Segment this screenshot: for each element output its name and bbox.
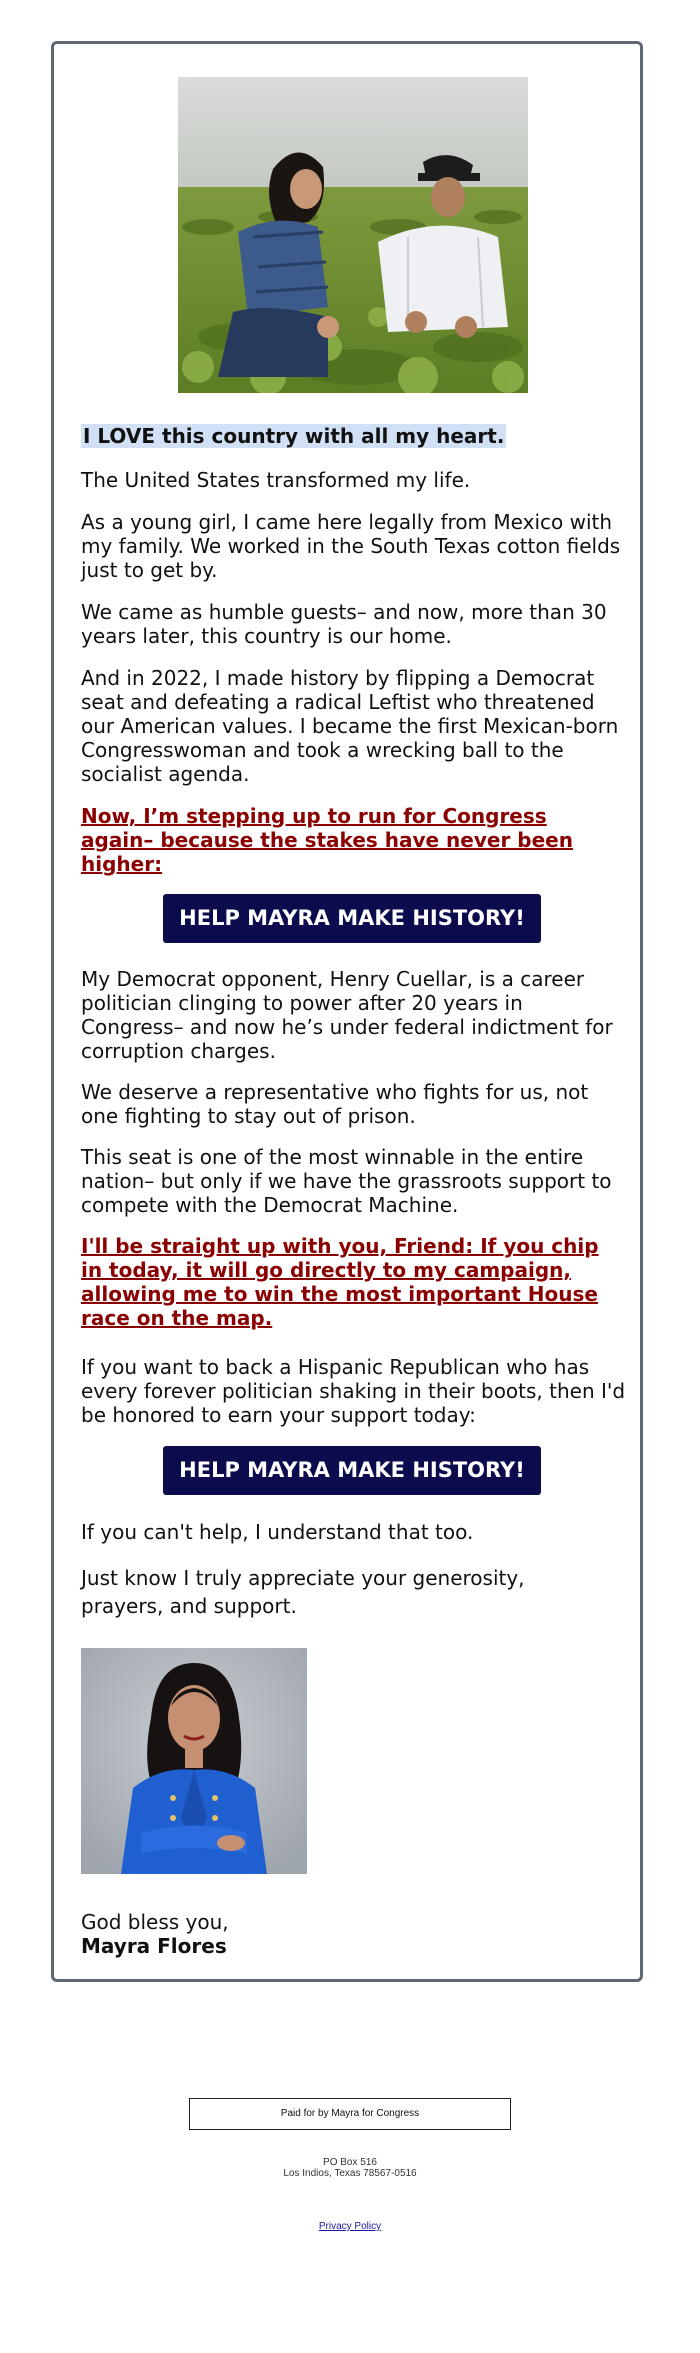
link-paragraph-2 [81, 1234, 626, 1330]
paragraph-7 [81, 1145, 626, 1217]
paragraph-6-text: We deserve a representative who fights for us, not one fighting to stay out of prison. [81, 1080, 589, 1128]
paragraph-9 [81, 1520, 626, 1544]
paragraph-1-text: The United States transformed my life. [81, 468, 471, 492]
signature-name: Mayra Flores [81, 1934, 227, 1958]
help-mayra-button-1[interactable]: HELP MAYRA MAKE HISTORY! [163, 894, 541, 943]
paragraph-2-text: As a young girl, I came here legally from Mexico with my family. We worked in the South Texas cotton fields just to get by. [81, 510, 621, 582]
paragraph-10-text: Just know I truly appreciate your generosity, prayers, and support. [81, 1566, 525, 1618]
email-card [51, 41, 643, 1982]
address-line-2: Los Indios, Texas 78567-0516 [283, 2168, 417, 2179]
link-paragraph-1 [81, 804, 626, 876]
paragraph-4-text: And in 2022, I made history by flipping a Democrat seat and defeating a radical Leftist who threatened our American values. I became the first Mexican-born Congresswoman and took a wrecking ball to the socialist agenda. [81, 666, 619, 786]
help-mayra-button-2[interactable]: HELP MAYRA MAKE HISTORY! [163, 1446, 541, 1495]
chip-in-today-link[interactable]: I'll be straight up with you, Friend: If you chip in today, it will go directly to my campaign, allowing me to win the most important House race on the map. [81, 1234, 599, 1330]
paragraph-4 [81, 666, 626, 786]
run-for-congress-link[interactable]: Now, I’m stepping up to run for Congress again– because the stakes have never been higher: [81, 804, 573, 876]
paid-for-disclaimer: Paid for by Mayra for Congress [189, 2098, 511, 2130]
signature-block [81, 1910, 626, 1958]
paragraph-5 [81, 967, 626, 1063]
paragraph-8-text: If you want to back a Hispanic Republican who has every forever politician shaking in their boots, then I'd be honored to earn your support today: [81, 1355, 626, 1427]
paragraph-10 [81, 1564, 551, 1620]
lead-paragraph [81, 424, 626, 448]
address-line-1: PO Box 516 [323, 2157, 377, 2168]
paragraph-8 [81, 1355, 626, 1427]
mailing-address [150, 2157, 550, 2179]
lead-highlight-text: I LOVE this country with all my heart. [83, 424, 505, 448]
hero-photo-farm-field [178, 77, 528, 393]
paragraph-1 [81, 468, 626, 492]
sign-off-text: God bless you, [81, 1910, 229, 1934]
paragraph-9-text: If you can't help, I understand that too. [81, 1520, 474, 1544]
privacy-policy-link[interactable]: Privacy Policy [318, 2221, 382, 2232]
portrait-photo-mayra-flores [81, 1648, 307, 1874]
paragraph-3-text: We came as humble guests– and now, more than 30 years later, this country is our home. [81, 600, 607, 648]
paragraph-3 [81, 600, 626, 648]
paragraph-2 [81, 510, 626, 582]
paragraph-6 [81, 1080, 626, 1128]
paragraph-5-text: My Democrat opponent, Henry Cuellar, is a career politician clinging to power after 20 years in Congress– and now he’s under federal indictment for corruption charges. [81, 967, 613, 1063]
paragraph-7-text: This seat is one of the most winnable in the entire nation– but only if we have the grassroots support to compete with the Democrat Machine. [81, 1145, 612, 1217]
